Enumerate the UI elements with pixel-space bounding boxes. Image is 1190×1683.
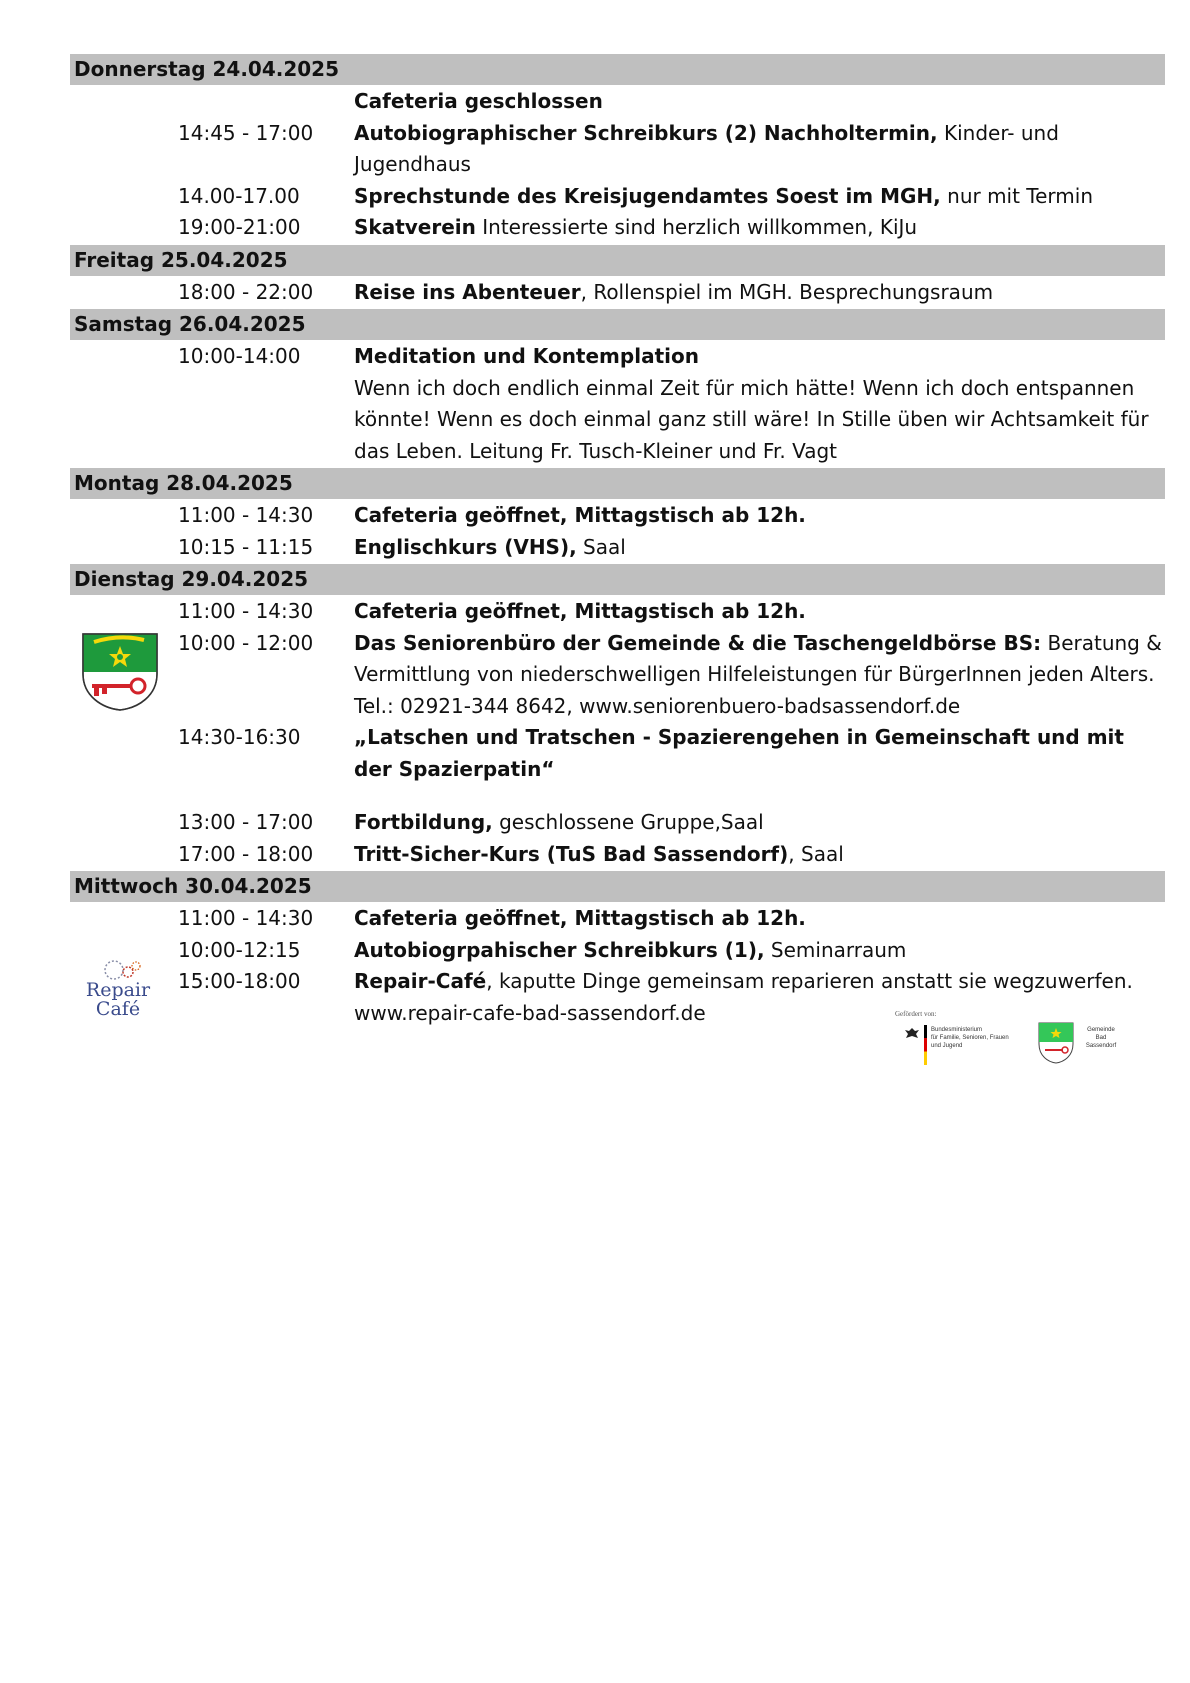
event-row — [70, 839, 1165, 871]
event-title: Das Seniorenbüro der Gemeinde & die Taschengeldbörse BS: — [354, 630, 1042, 655]
event-details: , kaputte Dinge gemeinsam reparieren anstatt sie wegzuwerfen. www.repair-cafe-bad-sassendorf.de — [354, 969, 1133, 1025]
day-header: Donnerstag 24.04.2025 — [70, 54, 1165, 85]
event-details: Beratung & Vermittlung von niederschwelligen Hilfeleistungen für BürgerInnen jeden Alters. Tel.: 02921-344 8642, www.seniorenbuero-badsassendorf.de — [354, 630, 1162, 718]
event-row — [70, 935, 1165, 967]
federal-eagle-icon — [903, 1026, 921, 1042]
event-description — [354, 722, 1165, 785]
event-row — [70, 86, 1165, 118]
event-description — [354, 839, 1165, 871]
ministry-line2: für Familie, Senioren, Frauen — [931, 1035, 1009, 1041]
ministry-line1: Bundesministerium — [931, 1027, 983, 1033]
event-row — [70, 722, 1165, 785]
event-description — [354, 935, 1165, 967]
event-details: Wenn ich doch endlich einmal Zeit für mich hätte! Wenn ich doch entspannen könnte! Wenn es doch einmal ganz still wäre! In Stille üben wir Achtsamkeit für das Leben. Leitung Fr. Tusch-Kleiner und Fr. Vagt — [354, 375, 1149, 463]
day-header: Montag 28.04.2025 — [70, 468, 1165, 499]
event-description — [354, 628, 1165, 723]
event-time: 10:00-14:00 — [178, 344, 301, 368]
event-time: 18:00 - 22:00 — [178, 279, 314, 304]
event-title: Tritt-Sicher-Kurs (TuS Bad Sassendorf) — [354, 841, 789, 866]
funding-logo — [895, 1010, 1125, 1072]
event-time — [178, 86, 354, 118]
event-title: Cafeteria geöffnet, Mittagstisch ab 12h. — [354, 599, 806, 623]
event-details: , Saal — [788, 841, 844, 866]
event-title: Autobiographischer Schreibkurs (2) Nachholtermin, — [354, 120, 938, 145]
day-header: Samstag 26.04.2025 — [70, 309, 1165, 340]
event-description — [354, 181, 1165, 213]
event-title: Fortbildung, — [354, 810, 493, 834]
event-time: 14.00-17.00 — [178, 183, 300, 208]
municipality-line3: Sassendorf — [1085, 1043, 1117, 1049]
event-time: 14:30-16:30 — [178, 725, 301, 749]
event-details: , Rollenspiel im MGH. Besprechungsraum — [580, 279, 994, 304]
event-row — [70, 181, 1165, 213]
event-title: Skatverein — [354, 215, 476, 239]
event-time: 15:00-18:00 — [178, 969, 301, 993]
event-details: geschlossene Gruppe,Saal — [492, 810, 764, 834]
event-time: 17:00 - 18:00 — [178, 841, 314, 866]
event-time: 11:00 - 14:30 — [178, 906, 314, 930]
event-details: nur mit Termin — [940, 183, 1094, 208]
event-title: Cafeteria geschlossen — [354, 89, 603, 113]
event-title: Cafeteria geöffnet, Mittagstisch ab 12h. — [354, 503, 806, 527]
event-row — [70, 212, 1165, 244]
municipality-line2: Bad — [1095, 1035, 1107, 1041]
event-details: Seminarraum — [764, 937, 907, 962]
event-description — [354, 373, 1165, 468]
event-row — [70, 628, 1165, 723]
event-time: 11:00 - 14:30 — [178, 599, 314, 623]
municipality-line1: Gemeinde — [1087, 1027, 1115, 1033]
event-title: Repair-Café — [354, 969, 487, 993]
event-time: 11:00 - 14:30 — [178, 503, 314, 527]
program-page — [70, 53, 1165, 1029]
event-row — [70, 807, 1165, 839]
event-description — [354, 532, 1165, 564]
event-details: Kinder- und Jugendhaus — [354, 120, 1059, 176]
event-details: Saal — [576, 534, 626, 559]
event-time: 10:00 - 12:00 — [178, 630, 314, 655]
event-title: Meditation und Kontemplation — [354, 344, 699, 368]
event-row — [70, 277, 1165, 309]
event-description — [354, 86, 1165, 118]
event-time: 10:00-12:15 — [178, 937, 301, 962]
event-time: 10:15 - 11:15 — [178, 534, 314, 559]
event-row — [70, 903, 1165, 935]
day-header: Mittwoch 30.04.2025 — [70, 871, 1165, 902]
event-title: Autobiogrpahischer Schreibkurs (1), — [354, 937, 765, 962]
repair-logo-line1: Repair — [85, 979, 151, 1001]
event-description — [354, 807, 1165, 839]
event-time: 19:00-21:00 — [178, 215, 301, 239]
event-description — [354, 903, 1165, 935]
event-title: Reise ins Abenteuer — [354, 279, 581, 304]
event-description — [354, 500, 1165, 532]
repair-cafe-logo — [78, 956, 158, 1028]
event-description — [354, 212, 1165, 244]
event-row — [70, 373, 1165, 468]
event-row — [70, 118, 1165, 181]
event-description — [354, 341, 1165, 373]
event-row — [70, 532, 1165, 564]
event-details: Interessierte sind herzlich willkommen, KiJu — [475, 215, 918, 239]
day-header: Dienstag 29.04.2025 — [70, 564, 1165, 595]
event-row — [70, 596, 1165, 628]
event-time: 14:45 - 17:00 — [178, 120, 314, 145]
ministry-line3: und Jugend — [931, 1043, 963, 1049]
event-description — [354, 277, 1165, 309]
repair-logo-line2: Café — [95, 998, 141, 1020]
municipality-coat-of-arms-icon — [1038, 1022, 1074, 1064]
event-description — [354, 118, 1165, 181]
flag-stripe — [924, 1025, 927, 1065]
event-row — [70, 500, 1165, 532]
event-title: Cafeteria geöffnet, Mittagstisch ab 12h. — [354, 906, 806, 930]
event-time: 13:00 - 17:00 — [178, 810, 314, 834]
event-row — [70, 341, 1165, 373]
event-time — [178, 373, 354, 468]
day-header: Freitag 25.04.2025 — [70, 245, 1165, 276]
event-title: Englischkurs (VHS), — [354, 534, 577, 559]
event-description — [354, 596, 1165, 628]
event-title: Sprechstunde des Kreisjugendamtes Soest im MGH, — [354, 183, 941, 208]
event-title: „Latschen und Tratschen - Spazierengehen in Gemeinschaft und mit der Spazierpatin“ — [354, 725, 1124, 781]
coat-of-arms-icon — [80, 632, 160, 712]
funding-label: Gefördert von: — [895, 1010, 937, 1018]
